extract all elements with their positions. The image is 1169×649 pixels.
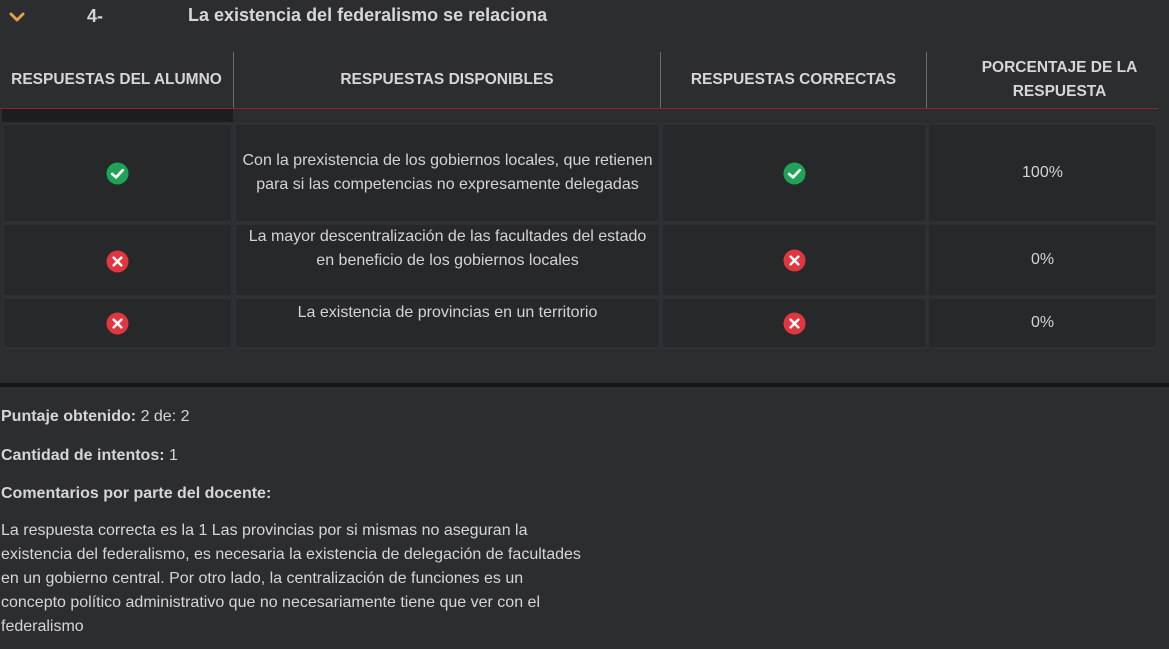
percent-text: 100% xyxy=(1022,164,1063,181)
teacher-comment xyxy=(1,519,631,639)
score-line xyxy=(1,408,190,426)
score-label: Puntaje obtenido: xyxy=(1,408,137,425)
table-header xyxy=(0,52,1158,109)
section-divider xyxy=(0,383,1169,387)
question-title: La existencia del federalismo se relaciona xyxy=(188,5,548,25)
x-icon xyxy=(783,312,806,335)
chevron-down-icon[interactable] xyxy=(9,10,25,24)
percent-text: 0% xyxy=(1030,314,1055,331)
table-row-3-correct xyxy=(661,297,927,349)
table-row-3-student xyxy=(2,297,233,349)
header-strip xyxy=(2,109,233,122)
check-icon xyxy=(106,162,129,185)
header-correct-answers: RESPUESTAS CORRECTAS xyxy=(661,52,927,108)
comment-line: federalismo xyxy=(1,618,84,635)
answer-text: La existencia de provincias en un territorio xyxy=(297,304,598,321)
comment-line: La respuesta correcta es la 1 Las provincias por si mismas no aseguran la xyxy=(1,522,528,539)
table-row-2-correct xyxy=(661,223,927,297)
percent-text: 0% xyxy=(1030,251,1055,268)
answer-text: Con la prexistencia de los gobiernos locales, que retienen para si las competencias no expresamente delegadas xyxy=(242,152,653,193)
comment-line: concepto político administrativo que no necesariamente tiene que ver con el xyxy=(1,594,540,611)
comment-line: existencia del federalismo, es necesaria la existencia de delegación de facultades xyxy=(1,546,581,563)
comments-heading xyxy=(1,485,271,503)
header-available-answers: RESPUESTAS DISPONIBLES xyxy=(234,52,661,108)
x-icon xyxy=(783,249,806,272)
check-icon xyxy=(783,162,806,185)
question-header[interactable] xyxy=(0,0,1169,32)
comments-label: Comentarios por parte del docente: xyxy=(1,485,272,502)
attempts-label: Cantidad de intentos: xyxy=(1,447,165,464)
table-row-1-answer xyxy=(234,123,661,223)
table-row-3-percent xyxy=(927,297,1158,349)
answer-text: La mayor descentralización de las facultades del estado en beneficio de los gobiernos locales xyxy=(248,228,647,269)
x-icon xyxy=(106,312,129,335)
table-row-2-percent xyxy=(927,223,1158,297)
table-row-2-answer xyxy=(234,223,661,297)
score-value: 2 de: 2 xyxy=(140,408,190,425)
table-row-1-percent xyxy=(927,123,1158,223)
table-row-2-student xyxy=(2,223,233,297)
attempts-value: 1 xyxy=(169,447,178,464)
table-row-1-student xyxy=(2,123,233,223)
header-percentage: PORCENTAJE DE LA RESPUESTA xyxy=(981,59,1138,100)
table-row-1-correct xyxy=(661,123,927,223)
answers-table xyxy=(0,52,1158,331)
x-icon xyxy=(106,250,129,273)
question-number: 4- xyxy=(87,6,104,26)
comment-line: en un gobierno central. Por otro lado, la centralización de funciones es un xyxy=(1,570,524,587)
attempts-line xyxy=(1,447,178,465)
header-student-answers: RESPUESTAS DEL ALUMNO xyxy=(0,52,234,108)
table-row-3-answer xyxy=(234,297,661,349)
